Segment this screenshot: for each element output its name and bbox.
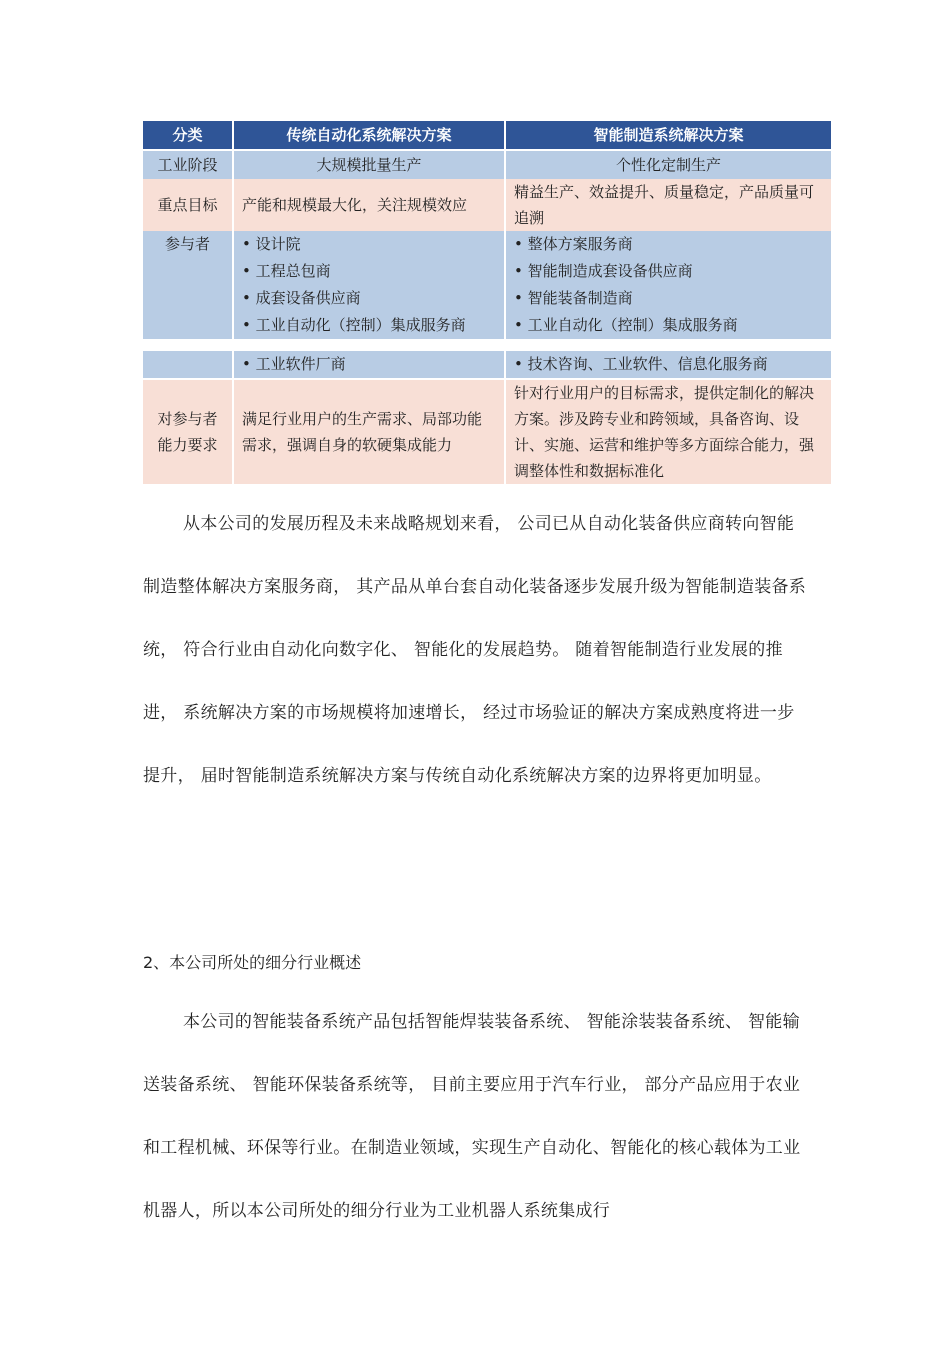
stage-label: 工业阶段	[143, 150, 233, 179]
stage-smart: 个性化定制生产	[505, 150, 831, 179]
table-header-row	[143, 121, 831, 150]
comparison-table-bottom	[143, 351, 831, 484]
list-item: • 工业自动化（控制）集成服务商	[514, 312, 823, 339]
ability-label: 对参与者能力要求	[143, 379, 233, 484]
participants-smart-list	[514, 231, 823, 339]
table-row	[143, 379, 831, 484]
list-item: • 成套设备供应商	[242, 285, 496, 312]
list-item: • 工业自动化（控制）集成服务商	[242, 312, 496, 339]
list-item: • 设计院	[242, 231, 496, 258]
participants-traditional-list	[242, 231, 496, 339]
body-paragraph-1: 从本公司的发展历程及未来战略规划来看， 公司已从自动化装备供应商转向智能制造整体解决方案服务商， 其产品从单台套自动化装备逐步发展升级为智能制造装备系统， 符合行业由自动化向数字化、 智能化的发展趋势。 随着智能制造行业发展的推进， 系统解决方案的市场规模将加速增长， 经过市场验证的解决方案成熟度将进一步提升， 届时智能制造系统解决方案与传统自动化系统解决方案的边界将更加明显。	[143, 514, 807, 786]
list-item: • 技术咨询、工业软件、信息化服务商	[514, 351, 823, 378]
stage-traditional: 大规模批量生产	[233, 150, 505, 179]
participants-traditional-list-continued	[242, 351, 496, 378]
table-row	[143, 150, 831, 179]
participants-smart-list-continued	[514, 351, 823, 378]
participants-label: 参与者	[143, 231, 233, 339]
list-item: • 整体方案服务商	[514, 231, 823, 258]
table-row	[143, 179, 831, 231]
list-item: • 工业软件厂商	[242, 351, 496, 378]
participants-smart-cell-continued	[505, 351, 831, 379]
goal-traditional: 产能和规模最大化，关注规模效应	[233, 179, 505, 231]
header-category: 分类	[143, 121, 233, 150]
comparison-table-top	[143, 121, 831, 339]
table-row	[143, 231, 831, 339]
participants-traditional-cell	[233, 231, 505, 339]
list-item: • 工程总包商	[242, 258, 496, 285]
list-item: • 智能制造成套设备供应商	[514, 258, 823, 285]
participants-smart-cell	[505, 231, 831, 339]
body-paragraph-2: 本公司的智能装备系统产品包括智能焊装装备系统、 智能涂装装备系统、 智能输送装备系统、 智能环保装备系统等， 目前主要应用于汽车行业， 部分产品应用于农业和工程机械、环保等行业。在制造业领域，实现生产自动化、智能化的核心载体为工业机器人，所以本公司所处的细分行业为工业机器人系统集成行	[143, 1012, 801, 1221]
participants-traditional-cell-continued	[233, 351, 505, 379]
list-item: • 智能装备制造商	[514, 285, 823, 312]
goal-label: 重点目标	[143, 179, 233, 231]
table-row	[143, 351, 831, 379]
participants-label-continued	[143, 351, 233, 379]
ability-smart: 针对行业用户的目标需求，提供定制化的解决方案。涉及跨专业和跨领域，具备咨询、设计、实施、运营和维护等多方面综合能力，强调整体性和数据标准化	[505, 379, 831, 484]
goal-smart: 精益生产、效益提升、质量稳定，产品质量可追溯	[505, 179, 831, 231]
header-smart: 智能制造系统解决方案	[505, 121, 831, 150]
ability-traditional: 满足行业用户的生产需求、局部功能需求，强调自身的软硬集成能力	[233, 379, 505, 484]
section-heading: 2、本公司所处的细分行业概述	[143, 953, 362, 972]
header-traditional: 传统自动化系统解决方案	[233, 121, 505, 150]
